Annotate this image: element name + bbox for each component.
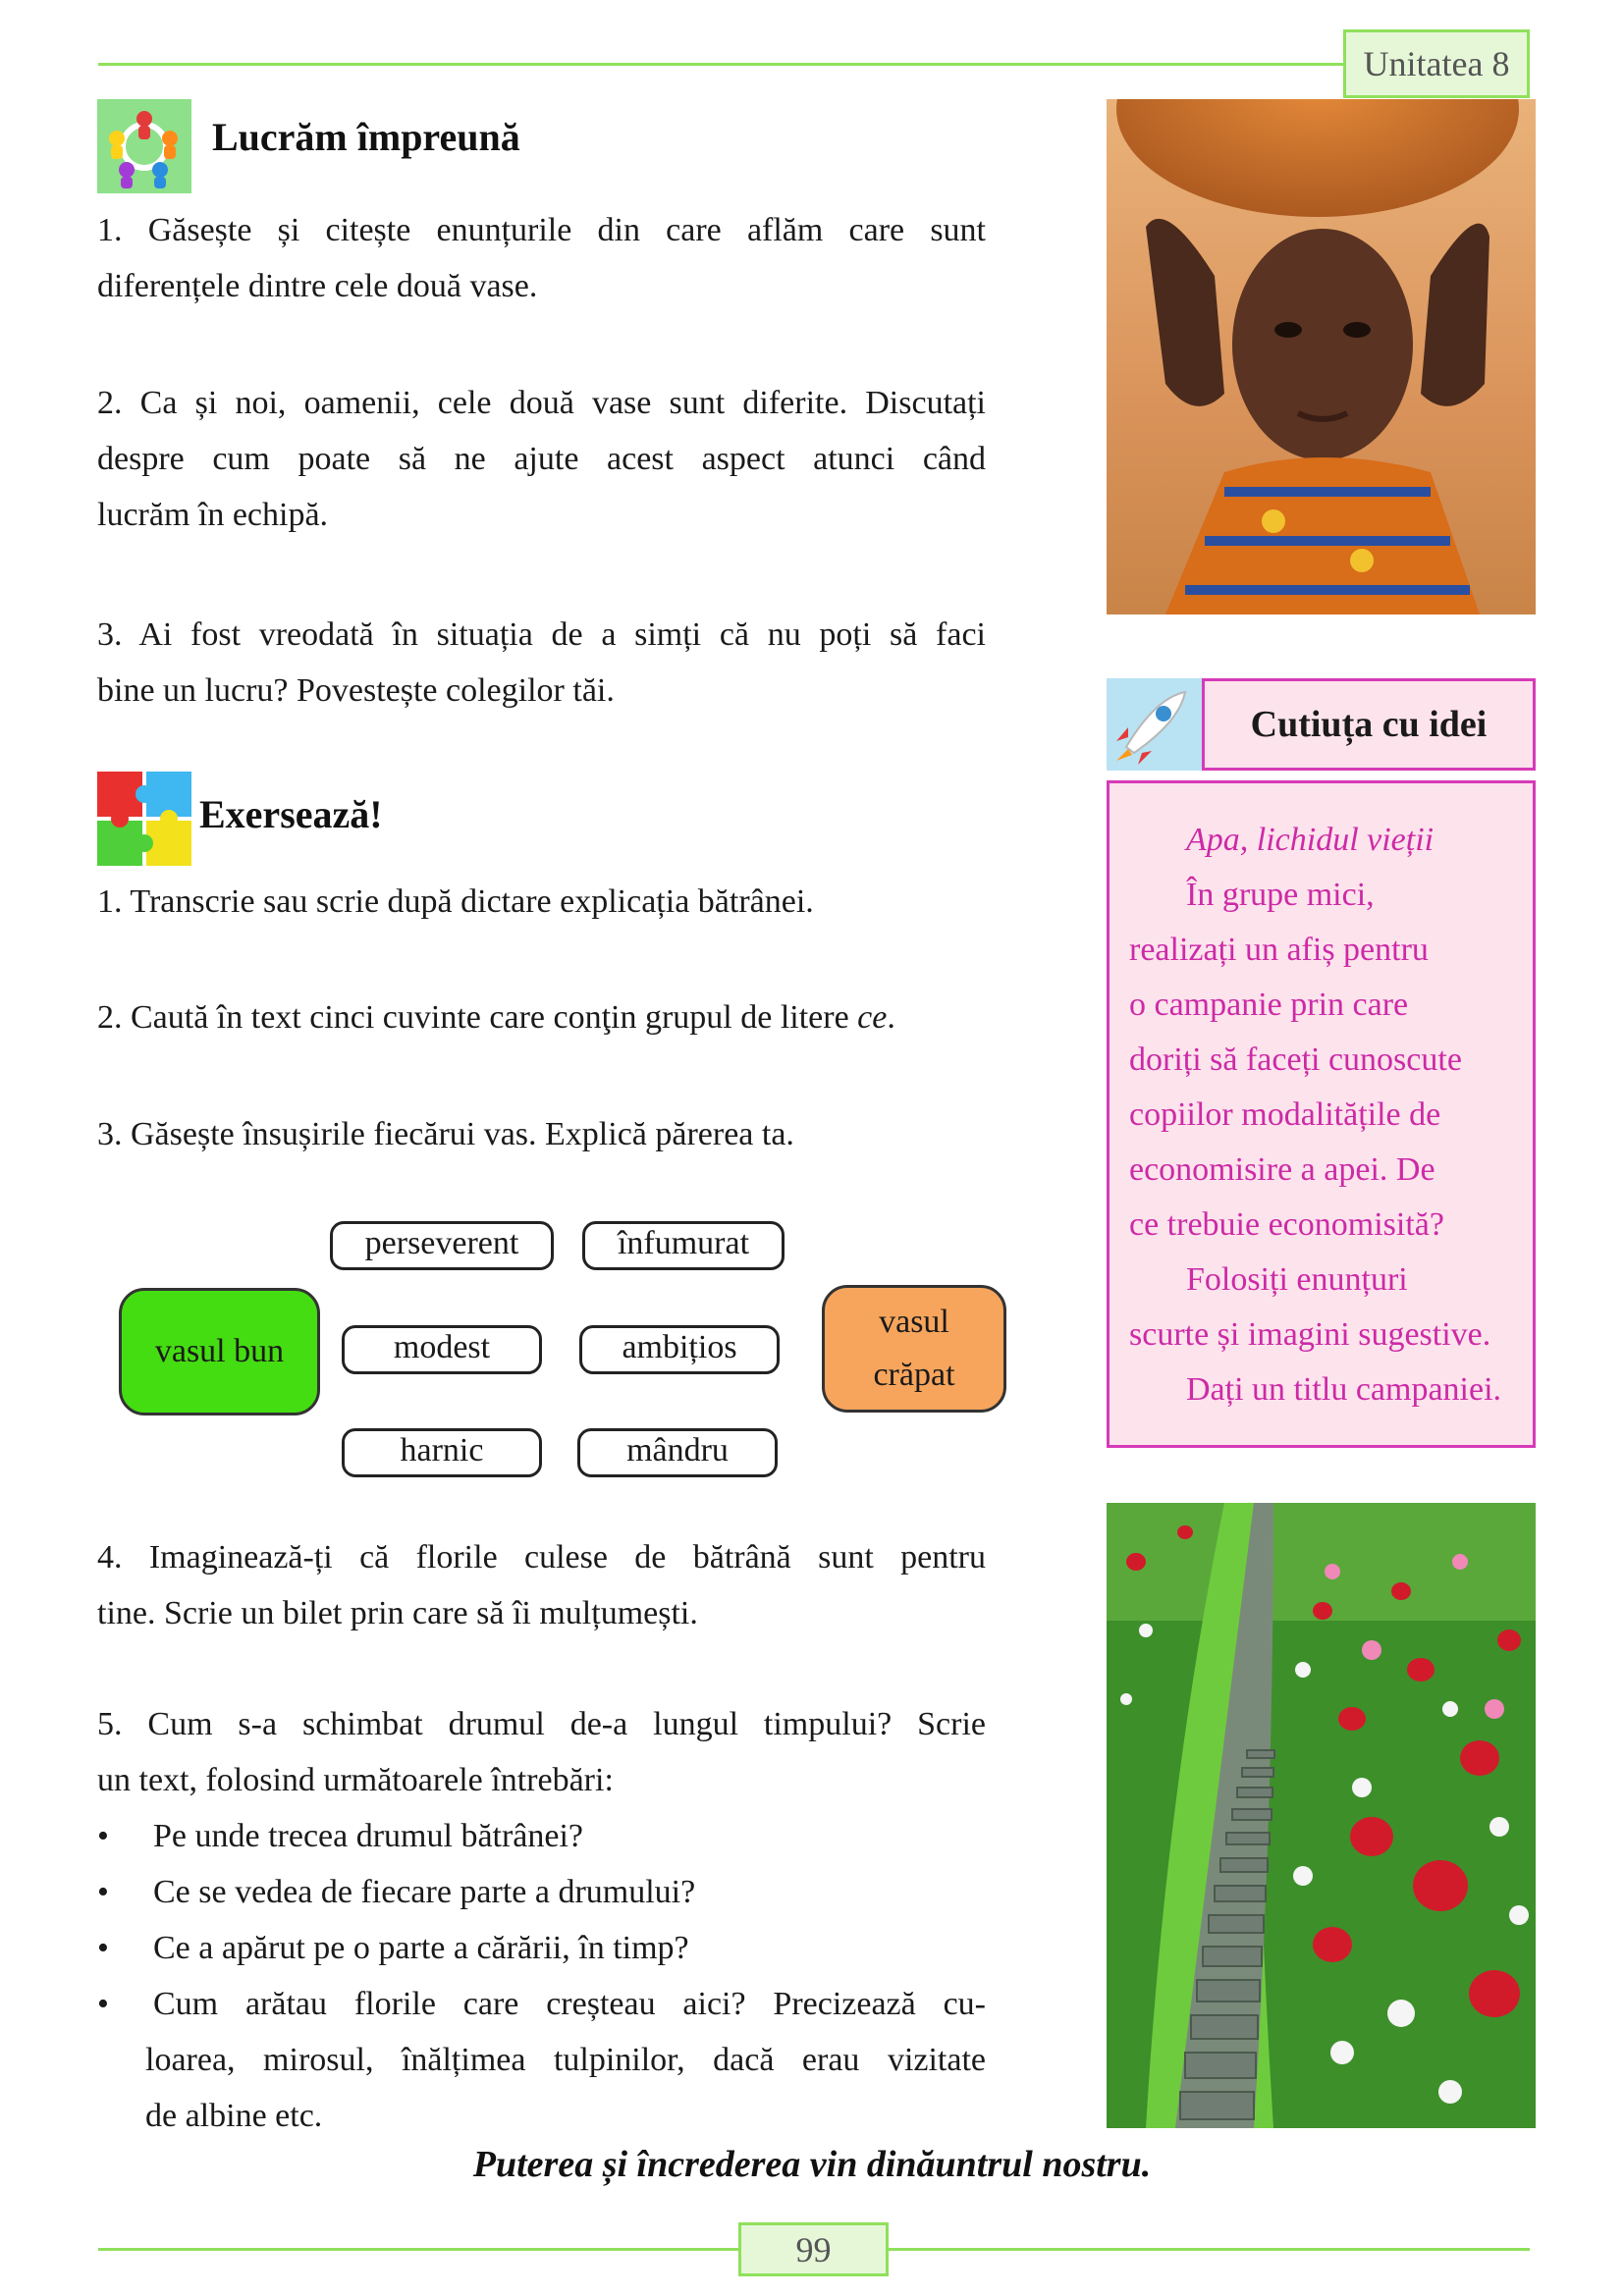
- bullet-item: [97, 1976, 986, 2144]
- text-line: 4. Imaginează-ți că florile culese de bătrână sunt pentru: [97, 1539, 986, 1575]
- together-item-2: [97, 375, 986, 543]
- motto: Puterea și încrederea vin dinăuntrul nostru.: [472, 2144, 1152, 2185]
- text-line: tine. Scrie un bilet prin care să îi mulțumești.: [97, 1595, 698, 1631]
- idea-line: În grupe mici,: [1186, 877, 1375, 913]
- bullet-text: Ce a apărut pe o parte a cărării, în timp?: [153, 1930, 689, 1966]
- idea-line: ce trebuie economisită?: [1129, 1206, 1444, 1243]
- text-line: Cum arătau florile care creșteau aici? Precizează cu-: [153, 1986, 986, 2022]
- idea-line: scurte și imagini sugestive.: [1129, 1316, 1491, 1353]
- rocket-icon: [1107, 678, 1202, 771]
- idea-subtitle: Apa, lichidul vieții: [1186, 822, 1435, 858]
- idea-box-title: Cutiuța cu idei: [1202, 678, 1536, 771]
- word-pill: modest: [342, 1325, 542, 1374]
- exercise-item-3: 3. Găsește însușirile fiecărui vas. Explică părerea ta.: [97, 1116, 794, 1152]
- bullet-dot: •: [97, 1986, 109, 2022]
- bullet-item: [97, 1864, 986, 1920]
- girl-photo: [1107, 99, 1536, 614]
- together-item-1: [97, 202, 986, 314]
- top-rule: [98, 63, 1343, 66]
- text-line: diferențele dintre cele două vase.: [97, 268, 538, 304]
- bullet-text: Ce se vedea de fiecare parte a drumului?: [153, 1874, 696, 1910]
- word-pill: perseverent: [330, 1221, 554, 1270]
- text-line: 1. Găsește și citește enunțurile din care aflăm care sunt: [97, 212, 986, 248]
- idea-line: realizați un afiș pentru: [1129, 932, 1429, 968]
- vas-crapat-box: [822, 1285, 1006, 1413]
- puzzle-icon: [97, 772, 191, 866]
- text-line: despre cum poate să ne ajute acest aspect atunci când: [97, 441, 986, 477]
- word-pill: harnic: [342, 1428, 542, 1477]
- vas-crapat-line-2: crăpat: [873, 1357, 955, 1393]
- idea-line: Folosiți enunțuri: [1186, 1261, 1408, 1298]
- text-line: 3. Ai fost vreodată în situația de a simți că nu poți să faci: [97, 616, 986, 653]
- together-item-3: [97, 607, 986, 719]
- exercise-heading: Exersează!: [199, 792, 383, 836]
- idea-line: economisire a apei. De: [1129, 1151, 1435, 1188]
- idea-line: doriți să faceți cunoscute: [1129, 1041, 1462, 1078]
- bullet-text: Pe unde trecea drumul bătrânei?: [153, 1818, 584, 1854]
- idea-line: o campanie prin care: [1129, 987, 1409, 1023]
- exercise-item-5: [97, 1696, 986, 1808]
- vas-crapat-line-1: vasul: [879, 1304, 949, 1340]
- bullet-dot: •: [97, 1818, 109, 1854]
- together-heading: Lucrăm împreună: [212, 115, 520, 159]
- word-pill: înfumurat: [582, 1221, 785, 1270]
- word-pill: ambițios: [579, 1325, 780, 1374]
- bullet-text: [97, 1976, 986, 2144]
- teamwork-icon: [97, 99, 191, 193]
- text-line: de albine etc.: [145, 2098, 323, 2134]
- text-segment: 2. Caută în text cinci cuvinte care conţin grupul de litere: [97, 999, 858, 1036]
- bullet-dot: •: [97, 1930, 109, 1966]
- idea-box: [1107, 780, 1536, 1448]
- idea-line: Dați un titlu campaniei.: [1186, 1371, 1502, 1408]
- text-segment: .: [887, 999, 895, 1036]
- garden-path-photo: [1107, 1503, 1536, 2128]
- page-number: 99: [738, 2222, 889, 2276]
- exercise-item-4: [97, 1529, 986, 1641]
- bullet-dot: •: [97, 1874, 109, 1910]
- text-line: loarea, mirosul, înălțimea tulpinilor, dacă erau vizitate: [145, 2042, 986, 2078]
- text-line: 2. Ca și noi, oamenii, cele două vase sunt diferite. Discutați: [97, 385, 986, 421]
- vas-bun-box: vasul bun: [119, 1288, 320, 1415]
- text-line: 5. Cum s-a schimbat drumul de-a lungul timpului? Scrie: [97, 1706, 986, 1742]
- text-line: bine un lucru? Povestește colegilor tăi.: [97, 672, 615, 709]
- exercise-item-2: [97, 989, 986, 1045]
- bullet-item: [97, 1808, 986, 1864]
- exercise-item-1: 1. Transcrie sau scrie după dictare explicația bătrânei.: [97, 883, 814, 920]
- bullet-item: [97, 1920, 986, 1976]
- text-emphasis: ce: [857, 999, 888, 1036]
- unit-badge: Unitatea 8: [1343, 29, 1530, 98]
- text-line: un text, folosind următoarele întrebări:: [97, 1762, 614, 1798]
- word-pill: mândru: [577, 1428, 778, 1477]
- text-line: lucrăm în echipă.: [97, 497, 329, 533]
- idea-line: copiilor modalitățile de: [1129, 1096, 1441, 1133]
